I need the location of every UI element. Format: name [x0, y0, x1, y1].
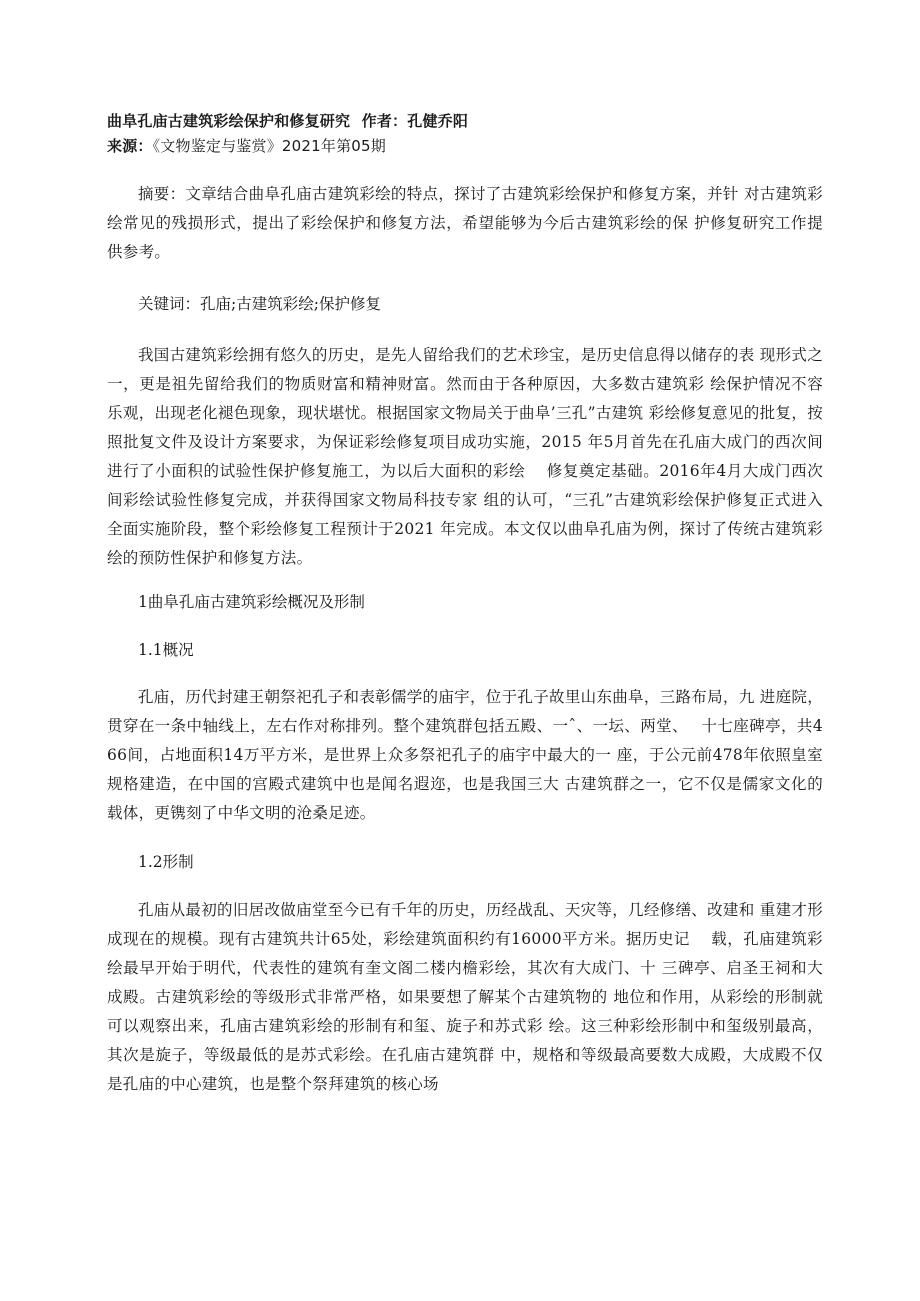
article-title: 曲阜孔庙古建筑彩绘保护和修复研究 [107, 112, 351, 130]
source-text: 《文物鉴定与鉴赏》2021年第05期 [152, 137, 386, 155]
section-1-2-heading: 1.2形制 [138, 853, 194, 871]
title-line [107, 111, 468, 131]
section-1-1-paragraph: 孔庙，历代封建王朝祭祀孔子和表彰儒学的庙宇，位于孔子故里山东曲阜，三路布局，九 进庭院，贯穿在一条中轴线上，左右作对称排列。整个建筑群包括五殿、一ˆ、一坛、两堂、 十七座碑亭，共466间，占地面积14万平方米，是世界上众多祭祀孔子的庙宇中最大的一 座，于公元前478年依照皇室规格建造，在中国的宫殿式建筑中也是闻名遐迩，也是我国三大 古建筑群之一，它不仅是儒家文化的载体，更镌刻了中华文明的沧桑足迹。 [107, 688, 823, 822]
source-label: 来源： [107, 137, 153, 155]
section-1-2-paragraph: 孔庙从最初的旧居改做庙堂至今已有千年的历史，历经战乱、天灾等，几经修缮、改建和 重建才形成现在的规模。现有古建筑共计65处，彩绘建筑面积约有16000平方米。据历史记 载，孔庙建筑彩绘最早开始于明代，代表性的建筑有奎文阁二楼内檐彩绘，其次有大成门、十 三碑亭、启圣王祠和大成殿。古建筑彩绘的等级形式非常严格，如果要想了解某个古建筑物的 地位和作用，从彩绘的形制就可以观察出来，孔庙古建筑彩绘的形制有和玺、旋子和苏式彩 绘。这三种彩绘形制中和玺级别最高，其次是旋子，等级最低的是苏式彩绘。在孔庙古建筑群 中，规格和等级最高要数大成殿，大成殿不仅是孔庙的中心建筑，也是整个祭拜建筑的核心场 [107, 901, 823, 1093]
author-name: 孔健乔阳 [407, 112, 469, 130]
keywords-line: 关键词：孔庙;古建筑彩绘;保护修复 [138, 295, 381, 313]
section-1-1-heading: 1.1概况 [138, 641, 194, 659]
section-1-heading: 1曲阜孔庙古建筑彩绘概况及形制 [138, 593, 365, 611]
source-line [107, 136, 386, 156]
abstract-paragraph: 摘要：文章结合曲阜孔庙古建筑彩绘的特点，探讨了古建筑彩绘保护和修复方案，并针 对古建筑彩绘常见的残损形式，提出了彩绘保护和修复方法，希望能够为今后古建筑彩绘的保 护修复研究工作提供参考。 [107, 185, 823, 261]
author-label: 作者： [361, 112, 408, 130]
intro-paragraph: 我国古建筑彩绘拥有悠久的历史，是先人留给我们的艺术珍宝，是历史信息得以储存的表 现形式之一，更是祖先留给我们的物质财富和精神财富。然而由于各种原因，大多数古建筑彩 绘保护情况不容乐观，出现老化褪色现象，现状堪忧。根据国家文物局关于曲阜’三孔”古建筑 彩绘修复意见的批复，按照批复文件及设计方案要求，为保证彩绘修复项目成功实施，2015 年5月首先在孔庙大成门的西次间进行了小面积的试验性保护修复施工，为以后大面积的彩绘 修复奠定基础。2016年4月大成门西次间彩绘试验性修复完成，并获得国家文物局科技专家 组的认可，“三孔”古建筑彩绘保护修复正式进入全面实施阶段，整个彩绘修复工程预计于2021 年完成。本文仅以曲阜孔庙为例，探讨了传统古建筑彩绘的预防性保护和修复方法。 [107, 346, 823, 567]
